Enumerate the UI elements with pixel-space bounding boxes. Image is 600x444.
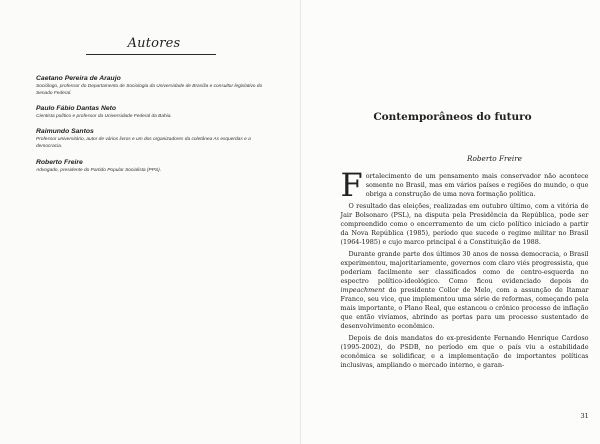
paragraph-1: [340, 166, 589, 204]
author-entry: [36, 104, 276, 120]
author-bio: Sociólogo, professor do Departamento de Sociologia da Universidade de Brasília e consultor legislativo do Senado Federal.: [36, 84, 263, 96]
paragraph-4: Depois de dois mandatos do ex-presidente Fernando Henrique Cardoso (1995-2002), do PSDB, no período em que o país viu a estabilidade econômica se solidificar, e a implementação de importantes políticas inclusivas, ampliando o mercado interno, e garan-: [340, 334, 589, 369]
page-number: 31: [580, 412, 589, 420]
author-bio: Cientista político e professor da Universidade Federal da Bahia.: [36, 114, 172, 119]
author-bio: Professor universitário, autor de vários livros e um dos organizadores da coletânea As esquerdas e a democracia.: [36, 137, 251, 149]
right-page: [301, 0, 600, 444]
heading-rule: [86, 54, 216, 55]
authors-heading: Autores: [127, 36, 181, 51]
author-entry: [36, 74, 276, 97]
paragraph-1-text: ortalecimento de um pensamento mais conservador não acontece somente no Brasil, mas em vários países e regiões do mundo, o que obriga a construção de uma nova formação política.: [365, 172, 589, 198]
paragraph-3-italic: impeachment: [340, 286, 385, 295]
drop-cap: F: [340, 166, 363, 204]
paragraph-3-text-a: Durante grande parte dos últimos 30 anos de nossa democracia, o Brasil experimentou, majoritariamente, governos com claro viés progressista, que poderiam facilmente ser classificados como de centro-esquerda no espectro político-ideológico. Como ficou evidenciado depois do: [340, 250, 589, 286]
author-name: Roberto Freire: [36, 159, 83, 166]
author-name: Raimundo Santos: [36, 128, 94, 135]
essay-title: Contemporâneos do futuro: [373, 111, 532, 123]
paragraph-3: [341, 250, 589, 331]
author-bio: Advogado, presidente do Partido Popular Socialista (PPS).: [36, 168, 162, 173]
essay-body: [340, 166, 589, 370]
paragraph-2: O resultado das eleições, realizadas em outubro último, com a vitória de Jair Bolsonaro (PSL), na disputa pela Presidência da República, pode ser compreendido como o encerramento de um ciclo político iniciado a partir da Nova República (1985), período que sucede o regime militar no Brasil (1964-1985) e cujo marco principal é a Constituição de 1988.: [340, 202, 589, 246]
author-entry: [36, 127, 276, 150]
author-name: Paulo Fábio Dantas Neto: [36, 105, 117, 112]
paragraph-3-text-b: do presidente Collor de Melo, com a assunção de Itamar Franco, seu vice, que implementou uma série de reformas, começando pela mais importante, o Plano Real, que estancou o crônico processo de inflação que então vivíamos, abrindo as portas para um processo sustentado de desenvolvimento econômico.: [340, 286, 589, 330]
essay-author: Roberto Freire: [466, 154, 523, 163]
author-entry: [36, 158, 276, 174]
author-name: Caetano Pereira de Araujo: [36, 75, 121, 82]
